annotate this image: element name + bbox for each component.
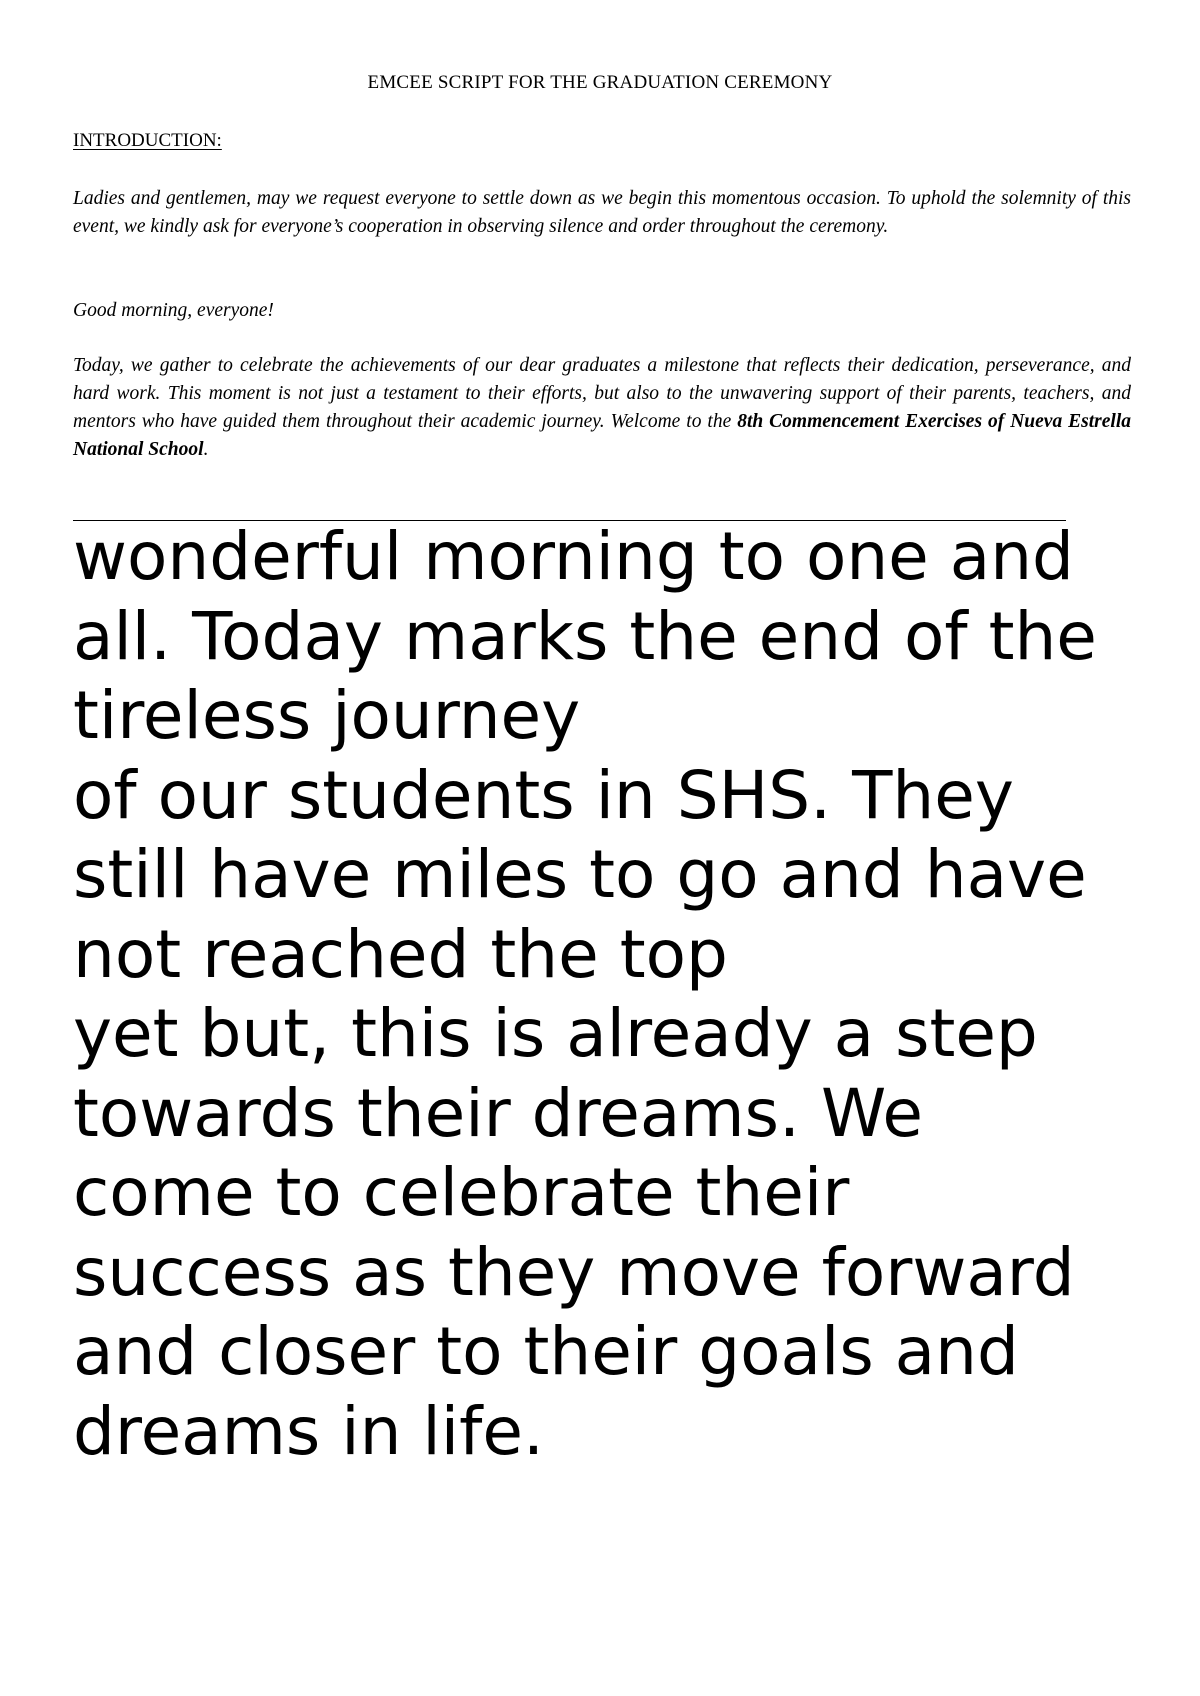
large-text-line: not reached the top <box>73 915 728 993</box>
large-text-line: towards their dreams. We <box>73 1074 923 1152</box>
large-text-block <box>73 517 1173 1471</box>
large-text-line: come to celebrate their <box>73 1154 850 1231</box>
large-text-line: success as they move forward <box>73 1233 1075 1311</box>
large-text-line: dreams in life. <box>73 1392 544 1470</box>
large-text-line: all. Today marks the end of the <box>73 597 1097 675</box>
large-text-line: and closer to their goals and <box>73 1313 1019 1390</box>
welcome-paragraph-text: Today, we gather to celebrate the achievements of our dear graduates a milestone that reflects their dedication, perseverance, and hard work. This moment is not just a testament to their efforts, but also to the unwavering support of their parents, teachers, and mentors who have guided them throughout their academic journey. Welcome to the <box>73 355 1131 432</box>
welcome-paragraph-end: . <box>203 439 209 460</box>
large-text-line: still have miles to go and have <box>73 836 1087 913</box>
document-title: EMCEE SCRIPT FOR THE GRADUATION CEREMONY <box>367 72 833 93</box>
large-text-line: yet but, this is already a step <box>73 995 1038 1072</box>
large-text-line: tireless journey <box>73 677 581 754</box>
introduction-heading: INTRODUCTION: <box>73 130 222 151</box>
school-event-name: 8th Commencement Exercises of Nueva Estrella National School <box>73 411 1131 460</box>
welcome-paragraph <box>73 352 1131 464</box>
large-text-line: wonderful morning to one and <box>73 518 1074 595</box>
large-text-line: of our students in SHS. They <box>73 756 1014 834</box>
opening-paragraph: Ladies and gentlemen, may we request everyone to settle down as we begin this momentous occasion. To uphold the solemnity of this event, we kindly ask for everyone’s cooperation in observing silence and order throughout the ceremony. <box>73 188 1131 237</box>
greeting-paragraph: Good morning, everyone! <box>73 300 274 321</box>
